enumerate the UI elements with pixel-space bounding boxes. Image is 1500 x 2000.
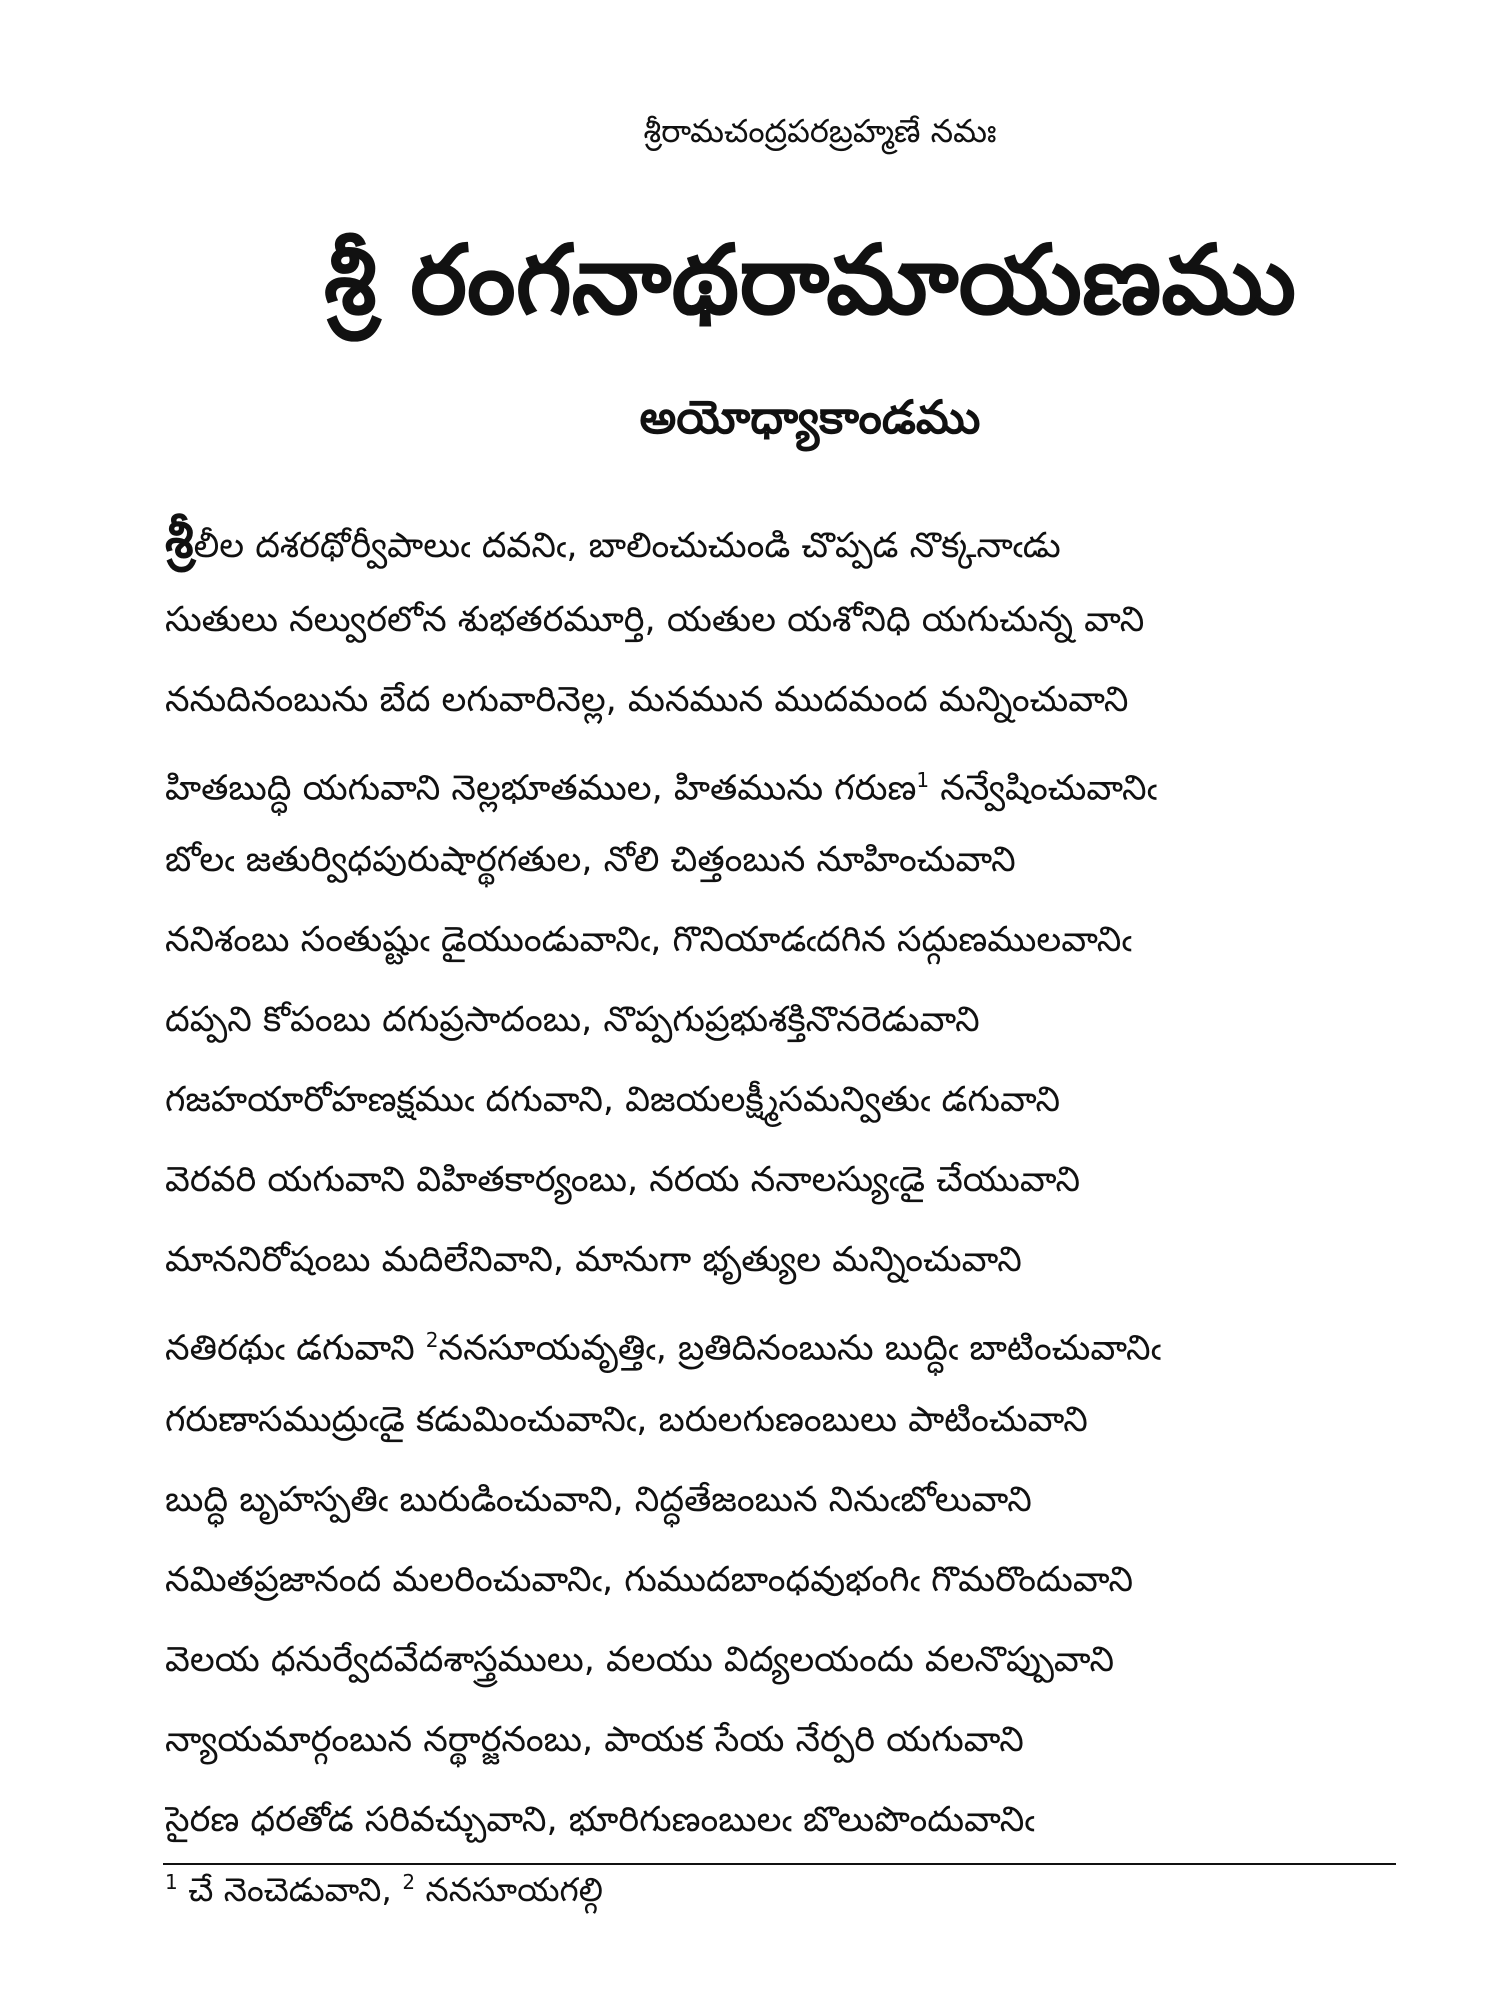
verse-line — [165, 745, 1375, 825]
footnote-text: ననసూయగల్గి — [415, 1870, 603, 1909]
verse-text: దప్పని కోపంబు దగుప్రసాదంబు, నొప్పగుప్రభుశక్తినొనరెడువాని — [165, 1000, 980, 1040]
footnote-marker: 2 — [425, 1328, 439, 1352]
verse-line — [165, 1705, 1375, 1785]
verse-text: నతిరథుఁ డగువాని — [165, 1328, 426, 1369]
footnote-divider — [163, 1863, 1396, 1865]
verse-line — [165, 1225, 1375, 1305]
invocation-line: శ్రీరామచంద్రపరబ్రహ్మణే నమః — [643, 112, 997, 150]
verse-text-continued: ననసూయవృత్తిఁ, బ్రతిదినంబును బుద్ధిఁ బాటించువానిఁ — [438, 1328, 1162, 1369]
verse-text: హితబుద్ధి యగువాని నెల్లభూతముల, హితమును గరుణ — [165, 768, 917, 809]
verse-line — [165, 1305, 1375, 1385]
verse-text: మాననిరోషంబు మదిలేనివాని, మానుగా భృత్యుల మన్నించువాని — [165, 1240, 1022, 1280]
verse-line — [165, 665, 1375, 745]
verse-line — [165, 505, 1375, 585]
verse-line — [165, 1785, 1375, 1865]
page-title: శ్రీ రంగనాథరామాయణము — [323, 224, 1297, 336]
verse-text: వెరవరి యగువాని విహితకార్యంబు, నరయ ననాలస్యుఁడై చేయువాని — [165, 1160, 1081, 1200]
verse-line — [165, 1145, 1375, 1225]
verse-dropcap: శ్రీ — [165, 510, 194, 570]
footnote-number: 2 — [402, 1870, 416, 1894]
verse-text-continued: నన్వేషించువానిఁ — [929, 768, 1158, 809]
verse-text: ననుదినంబును బేద లగువారినెల్ల, మనమున ముదమంద మన్నించువాని — [165, 680, 1129, 720]
verse-line — [165, 1385, 1375, 1465]
section-subtitle: అయోధ్యాకాండము — [639, 390, 981, 444]
verse-list — [165, 505, 1375, 1865]
verse-line — [165, 585, 1375, 665]
verse-text: బుద్ధి బృహస్పతిఁ బురుడించువాని, నిద్ధతేజంబున నినుఁబోలువాని — [165, 1480, 1032, 1520]
verse-text: లీల దశరథోర్వీపాలుఁ దవనిఁ, బాలించుచుండి చొప్పడ నొక్కనాఁడు — [193, 526, 1061, 566]
verse-text: సైరణ ధరతోడ సరివచ్చువాని, భూరిగుణంబులఁ బొలుపొందువానిఁ — [165, 1800, 1035, 1840]
verse-text: వెలయ ధనుర్వేదవేదశాస్త్రములు, వలయు విద్యలయందు వలనొప్పువాని — [165, 1640, 1115, 1680]
verse-text: గజహయారోహణక్షముఁ దగువాని, విజయలక్ష్మీసమన్వితుఁ డగువాని — [165, 1080, 1061, 1120]
footnote-text: చే నెంచెడువాని, — [177, 1870, 403, 1909]
verse-text: నమితప్రజానంద మలరించువానిఁ, గుముదబాంధవుభంగిఁ గొమరొందువాని — [165, 1560, 1134, 1600]
verse-text: న్యాయమార్గంబున నర్థార్జనంబు, పాయక సేయ నేర్పరి యగువాని — [165, 1720, 1024, 1760]
verse-text: ననిశంబు సంతుష్టుఁ డైయుండువానిఁ, గొనియాడఁదగిన సద్గుణములవానిఁ — [165, 920, 1132, 960]
verse-line — [165, 1065, 1375, 1145]
verse-line — [165, 825, 1375, 905]
footnote-marker: 1 — [916, 768, 930, 792]
verse-text: సుతులు నల్వురలోన శుభతరమూర్తి, యతుల యశోనిధి యగుచున్న వాని — [165, 600, 1145, 640]
verse-line — [165, 1545, 1375, 1625]
footnote-number: 1 — [165, 1870, 178, 1894]
footnote — [165, 1870, 603, 1917]
verse-line — [165, 1625, 1375, 1705]
verse-line — [165, 1465, 1375, 1545]
verse-line — [165, 985, 1375, 1065]
verse-text: బోలఁ జతుర్విధపురుషార్థగతుల, నోలి చిత్తంబున నూహించువాని — [165, 840, 1016, 880]
verse-text: గరుణాసముద్రుఁడై కడుమించువానిఁ, బరులగుణంబులు పాటించువాని — [165, 1400, 1088, 1440]
verse-line — [165, 905, 1375, 985]
